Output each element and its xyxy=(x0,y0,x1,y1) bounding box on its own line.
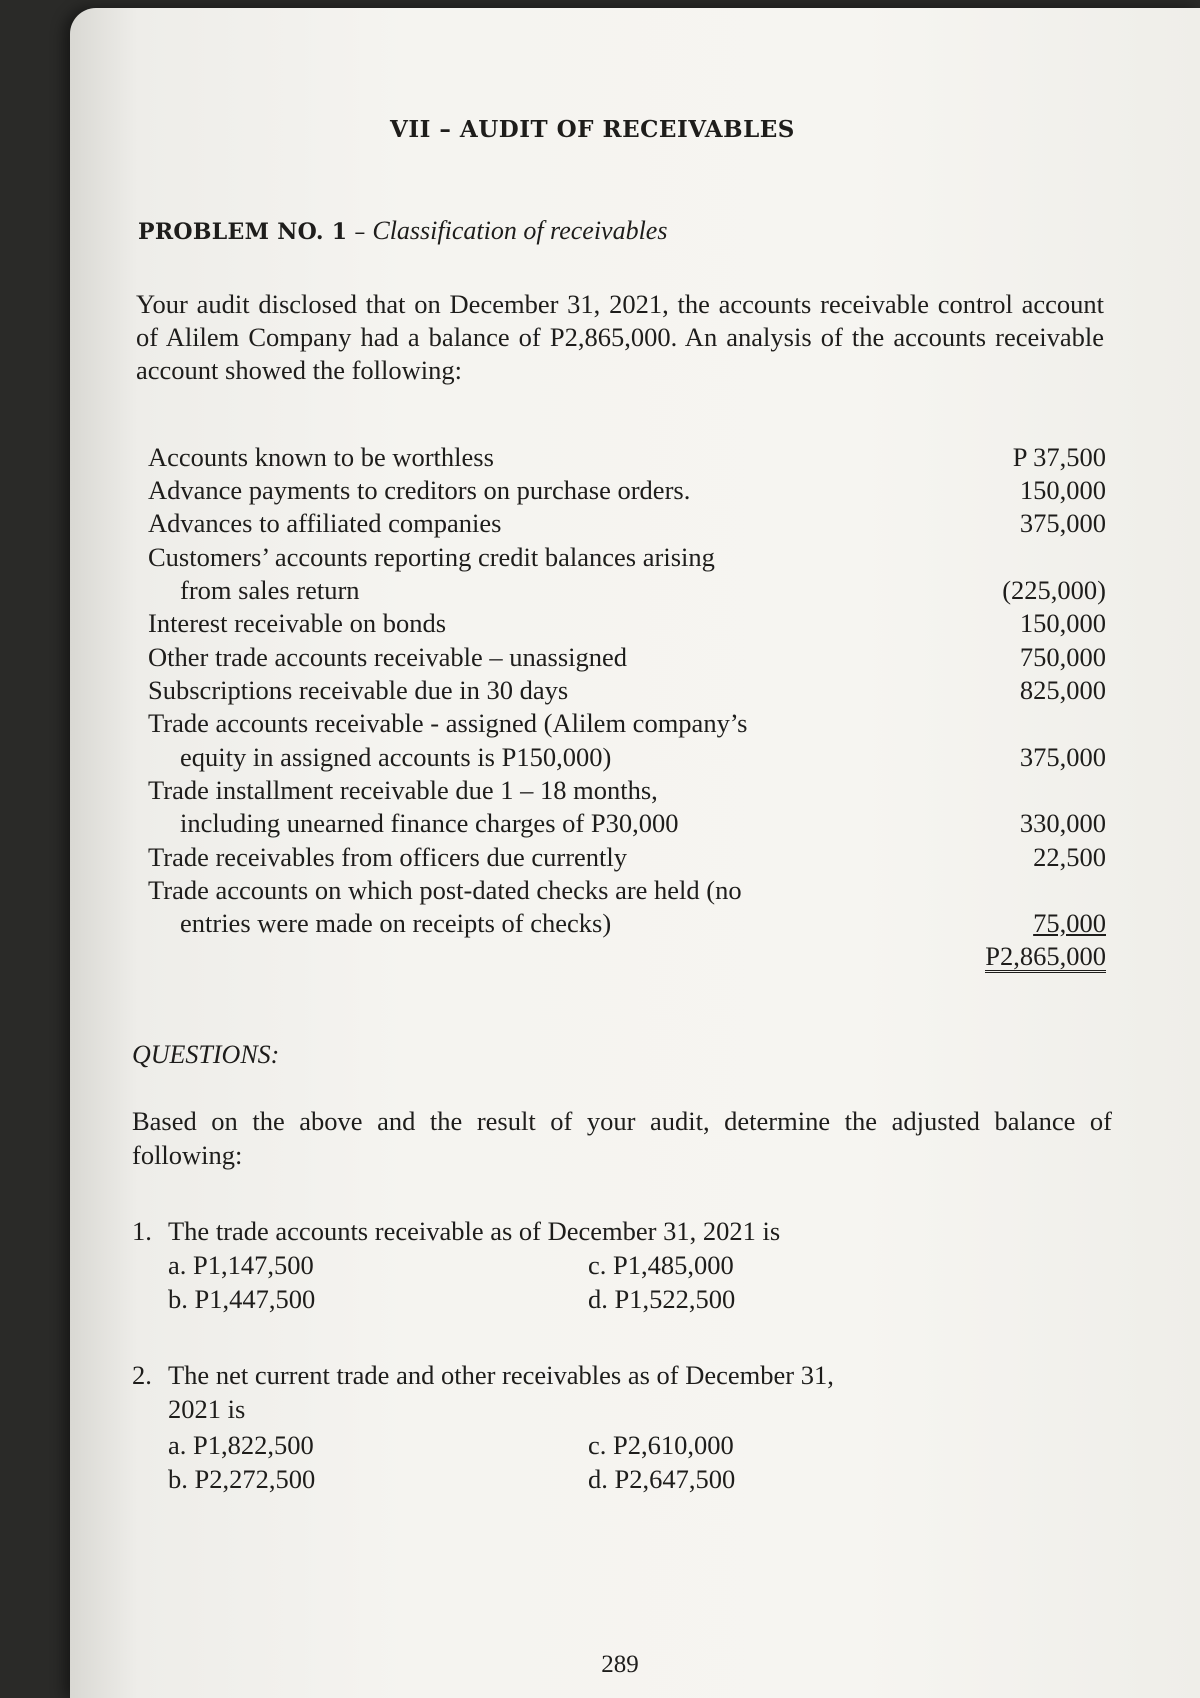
list-item xyxy=(136,642,1106,675)
list-item xyxy=(136,542,1106,575)
list-item-continued xyxy=(136,575,1106,608)
option-b: b. P1,447,500 xyxy=(168,1284,316,1314)
item-amount: 375,000 xyxy=(1019,508,1106,538)
item-amount: 22,500 xyxy=(1033,842,1106,872)
item-label: Trade accounts receivable - assigned (Alilem company’s xyxy=(148,708,748,738)
questions-heading: QUESTIONS: xyxy=(132,1040,280,1069)
item-amount: P 37,500 xyxy=(1012,442,1106,472)
question-2 xyxy=(132,1360,1112,1520)
item-label-continued: from sales return xyxy=(180,575,360,605)
page-number: 289 xyxy=(601,1651,639,1678)
item-label: Trade accounts on which post-dated checks are held (no xyxy=(148,875,742,905)
option-a: a. P1,822,500 xyxy=(168,1430,314,1460)
item-label: Advance payments to creditors on purchase orders. xyxy=(148,475,691,505)
question-text: The net current trade and other receivables as of December 31, xyxy=(168,1360,834,1390)
list-item xyxy=(136,875,1106,908)
problem-dash: – xyxy=(347,220,373,245)
book-page xyxy=(70,8,1200,1698)
item-amount: 750,000 xyxy=(1019,642,1106,672)
total-row xyxy=(136,942,1106,975)
question-1 xyxy=(132,1216,1112,1336)
question-number: 1. xyxy=(132,1216,152,1246)
item-amount: 375,000 xyxy=(1019,742,1106,772)
question-text-continued: 2021 is xyxy=(168,1394,246,1424)
item-label: Subscriptions receivable due in 30 days xyxy=(148,675,569,705)
item-label: Other trade accounts receivable – unassigned xyxy=(148,642,628,672)
problem-topic: Classification of receivables xyxy=(372,216,668,245)
item-label: Interest receivable on bonds xyxy=(148,608,447,638)
item-label: Trade receivables from officers due currently xyxy=(148,842,628,872)
item-amount: 330,000 xyxy=(1019,808,1106,838)
item-label: Customers’ accounts reporting credit balances arising xyxy=(148,542,715,572)
option-c: c. P1,485,000 xyxy=(588,1250,734,1280)
question-number: 2. xyxy=(132,1360,152,1390)
item-label-continued: entries were made on receipts of checks) xyxy=(180,908,612,938)
item-amount: 75,000 xyxy=(1033,908,1106,938)
list-item xyxy=(136,775,1106,808)
option-a: a. P1,147,500 xyxy=(168,1250,314,1280)
item-label-continued: including unearned finance charges of P30,000 xyxy=(180,808,679,838)
list-item xyxy=(136,708,1106,741)
list-item-continued xyxy=(136,742,1106,775)
list-item xyxy=(136,842,1106,875)
list-item xyxy=(136,442,1106,475)
problem-number: PROBLEM NO. 1 xyxy=(138,219,348,245)
list-item-continued xyxy=(136,808,1106,841)
item-amount: 825,000 xyxy=(1019,675,1106,705)
total-amount: P2,865,000 xyxy=(985,941,1106,971)
list-item-continued xyxy=(136,908,1106,941)
item-label: Trade installment receivable due 1 – 18 months, xyxy=(148,775,658,805)
option-d: d. P2,647,500 xyxy=(588,1464,736,1494)
item-label-continued: equity in assigned accounts is P150,000) xyxy=(180,742,612,772)
list-item xyxy=(136,508,1106,541)
list-item xyxy=(136,608,1106,641)
option-c: c. P2,610,000 xyxy=(588,1430,734,1460)
chapter-title: VII – AUDIT OF RECEIVABLES xyxy=(390,116,795,143)
item-amount: (225,000) xyxy=(1002,575,1106,605)
list-item xyxy=(136,675,1106,708)
item-amount: 150,000 xyxy=(1019,475,1106,505)
problem-heading xyxy=(138,216,667,246)
option-d: d. P1,522,500 xyxy=(588,1284,736,1314)
item-label: Advances to affiliated companies xyxy=(148,508,502,538)
intro-paragraph: Your audit disclosed that on December 31, 2021, the accounts receivable control account of Alilem Company had a balance of P2,865,000. An analysis of the accounts receivable account showed the following: xyxy=(136,289,1104,385)
option-b: b. P2,272,500 xyxy=(168,1464,316,1494)
instructions-paragraph: Based on the above and the result of your audit, determine the adjusted balance of following: xyxy=(132,1106,1112,1170)
item-amount: 150,000 xyxy=(1019,608,1106,638)
question-text: The trade accounts receivable as of December 31, 2021 is xyxy=(168,1216,781,1246)
list-item xyxy=(136,475,1106,508)
item-label: Accounts known to be worthless xyxy=(148,442,494,472)
